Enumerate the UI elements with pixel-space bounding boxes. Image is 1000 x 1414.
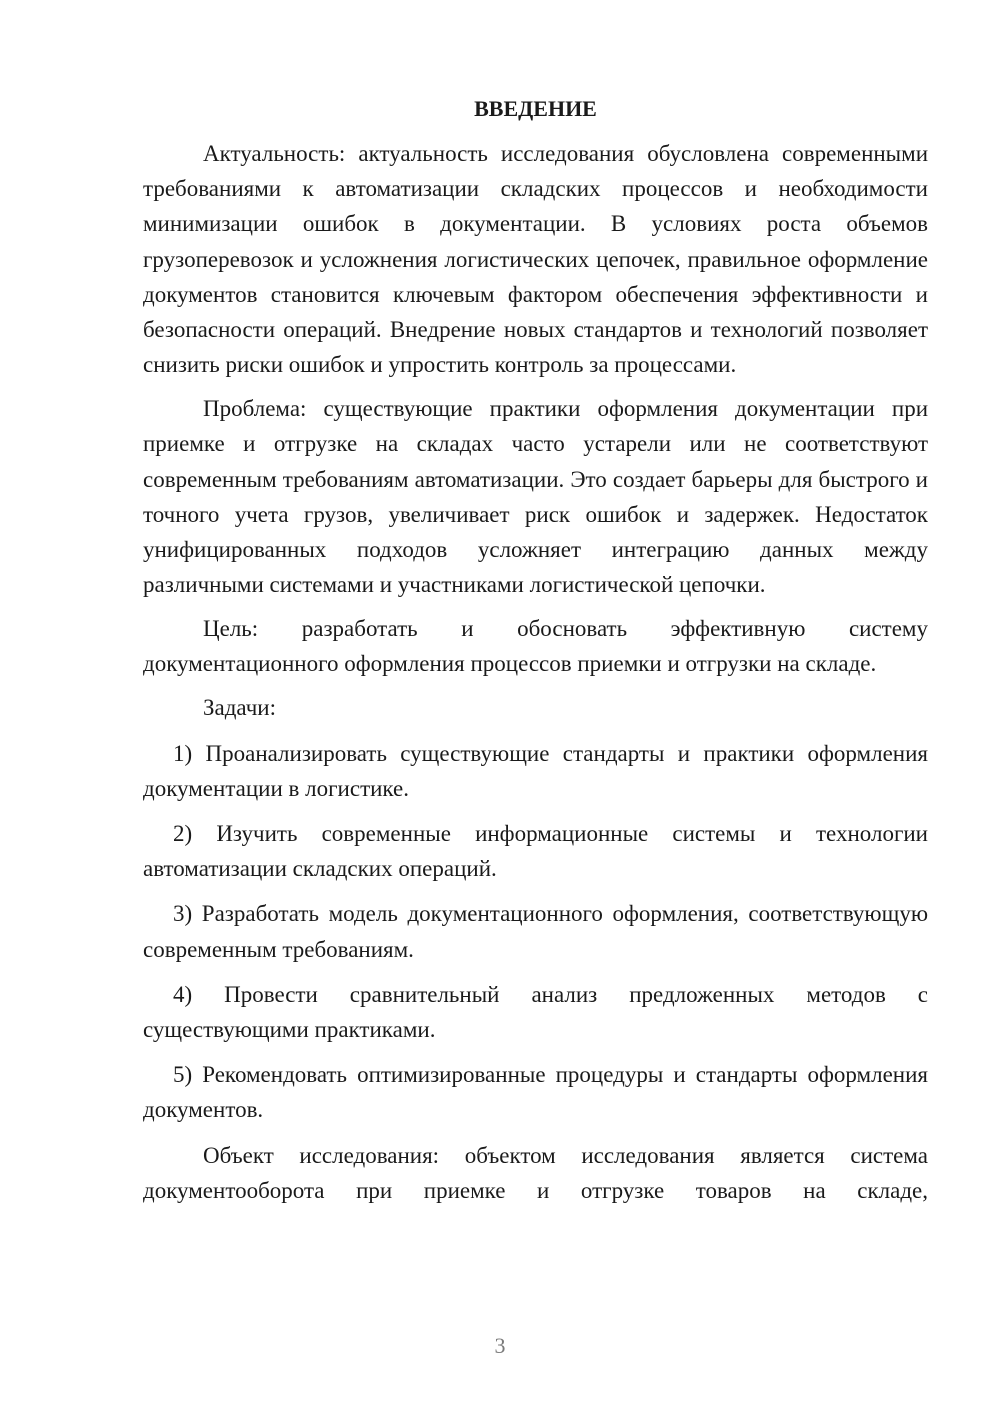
task-item-1: 1) Проанализировать существующие стандарты и практики оформления документации в логистике. (143, 740, 928, 801)
task-item-4: 4) Провести сравнительный анализ предложенных методов с существующими практиками. (143, 981, 928, 1043)
paragraph-object: Объект исследования: объектом исследования является система документооборота при приемке и отгрузке товаров на складе, (143, 1142, 928, 1203)
paragraph-relevance: Актуальность: актуальность исследования обусловлена современными требованиями к автоматизации складских процессов и необходимости минимизации ошибок в документации. В условиях роста объемов грузоперевозок и усложнения логистических цепочек, правильное оформление документов становится ключевым фактором обеспечения эффективности и безопасности операций. Внедрение новых стандартов и технологий позволяет снизить риски ошибок и упростить контроль за процессами. (143, 141, 928, 378)
paragraph-problem: Проблема: существующие практики оформления документации при приемке и отгрузке на складах часто устарели или не соответствуют современным требованиям автоматизации. Это создает барьеры для быстрого и точного учета грузов, увеличивает риск ошибок и задержек. Недостаток унифицированных подходов усложняет интеграцию данных между различными системами и участниками логистической цепочки. (143, 396, 928, 598)
section-heading: ВВЕДЕНИЕ (474, 96, 597, 121)
tasks-title: Задачи: (203, 695, 276, 721)
task-item-2: 2) Изучить современные информационные системы и технологии автоматизации складских операций. (143, 821, 928, 882)
task-item-5: 5) Рекомендовать оптимизированные процедуры и стандарты оформления документов. (143, 1062, 928, 1123)
page-content (143, 94, 928, 1217)
page-number: 3 (494, 1333, 506, 1358)
task-item-3: 3) Разработать модель документационного оформления, соответствующую современным требованиям. (143, 901, 928, 962)
paragraph-goal: Цель: разработать и обосновать эффективную систему документационного оформления процессов приемки и отгрузки на складе. (143, 616, 928, 677)
